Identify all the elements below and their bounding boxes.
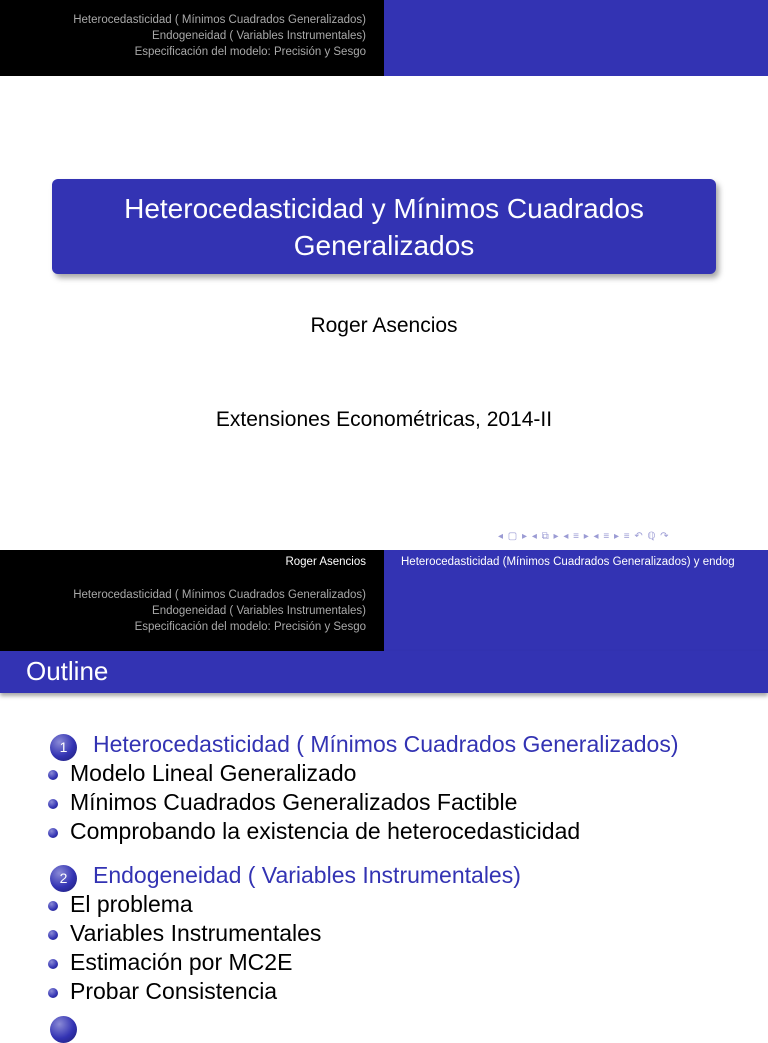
nav-section-link[interactable]: Especificación del modelo: Precisión y Sesgo <box>134 46 366 58</box>
header-right-panel <box>384 0 768 76</box>
frame-title: Outline <box>26 656 109 686</box>
institute-text: Extensiones Econométricas, 2014-II <box>215 408 553 431</box>
author-name: Roger Asencios <box>310 314 458 337</box>
nav-section-link[interactable]: Heterocedasticidad ( Mínimos Cuadrados Generalizados) <box>73 14 366 26</box>
slide2-header-band <box>0 577 768 651</box>
bullet-icon <box>48 988 58 998</box>
presentation-title: Heterocedasticidad y Mínimos Cuadrados Generalizados <box>124 192 644 261</box>
footer-title: Heterocedasticidad (Mínimos Cuadrados Generalizados) y endog <box>401 556 735 568</box>
section-navigation <box>73 587 366 635</box>
bullet-icon <box>48 799 58 809</box>
footer-strip <box>0 550 768 577</box>
section-number-ball-icon <box>50 1016 77 1043</box>
outline-subsection[interactable]: Estimación por MC2E <box>70 949 292 976</box>
section-number-ball-icon: 2 <box>50 865 77 892</box>
nav-section-link[interactable]: Endogeneidad ( Variables Instrumentales) <box>152 605 366 617</box>
bullet-icon <box>48 770 58 780</box>
outline-subsection[interactable]: Variables Instrumentales <box>70 920 321 947</box>
section-navigation <box>73 12 366 60</box>
nav-section-link[interactable]: Especificación del modelo: Precisión y Sesgo <box>134 621 366 633</box>
section-number-ball-icon: 1 <box>50 734 77 761</box>
bullet-icon <box>48 828 58 838</box>
footer-author: Roger Asencios <box>285 556 366 568</box>
nav-section-link[interactable]: Heterocedasticidad ( Mínimos Cuadrados Generalizados) <box>73 589 366 601</box>
outline-subsection[interactable]: Modelo Lineal Generalizado <box>70 760 356 787</box>
bullet-icon <box>48 959 58 969</box>
section-title[interactable]: Endogeneidad ( Variables Instrumentales) <box>93 862 521 888</box>
section-title[interactable]: Heterocedasticidad ( Mínimos Cuadrados Generalizados) <box>93 731 679 757</box>
beamer-navigation-icons[interactable]: ◂ ▢ ▸ ◂ ⧉ ▸ ◂ ≡ ▸ ◂ ≡ ▸ ≡ ↶ ℚ ↷ <box>498 531 670 542</box>
nav-section-link[interactable]: Endogeneidad ( Variables Instrumentales) <box>152 30 366 42</box>
outline-subsection[interactable]: Mínimos Cuadrados Generalizados Factible <box>70 789 517 816</box>
bullet-icon <box>48 901 58 911</box>
outline-subsection[interactable]: Comprobando la existencia de heterocedasticidad <box>70 818 580 845</box>
bullet-icon <box>48 930 58 940</box>
frame-title-bar <box>0 651 768 693</box>
header-right-panel <box>384 577 768 651</box>
presentation-title-box <box>52 179 716 274</box>
outline-subsection[interactable]: El problema <box>70 891 193 918</box>
outline-subsection[interactable]: Probar Consistencia <box>70 978 277 1005</box>
slide1-header-band <box>0 0 768 76</box>
